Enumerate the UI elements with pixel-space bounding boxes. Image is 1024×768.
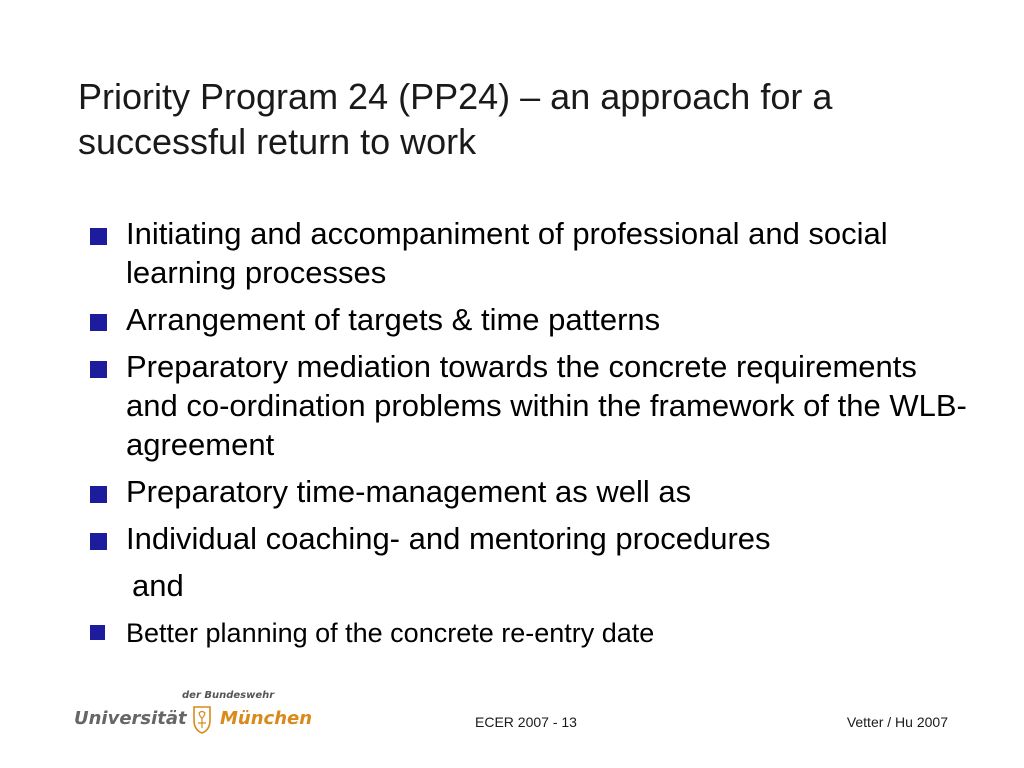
square-bullet-icon xyxy=(90,314,107,331)
logo-subtitle: der Bundeswehr xyxy=(182,690,275,701)
bullet-text: Arrangement of targets & time patterns xyxy=(126,302,661,337)
square-bullet-icon xyxy=(90,361,107,378)
square-bullet-icon xyxy=(90,625,105,640)
bullet-item xyxy=(88,214,968,292)
bullet-item xyxy=(88,519,968,558)
logo-universitaet: Universität xyxy=(74,708,187,729)
continuation-text: and xyxy=(132,568,184,603)
slide-title: Priority Program 24 (PP24) – an approach for a successful return to work xyxy=(78,76,833,162)
bullet-item xyxy=(88,300,968,339)
footer-slide-number: ECER 2007 - 13 xyxy=(475,714,577,730)
bullet-text: Individual coaching- and mentoring procedures xyxy=(126,521,771,556)
bullet-list xyxy=(88,214,968,659)
crest-icon xyxy=(190,704,214,734)
logo-muenchen: München xyxy=(220,708,313,729)
square-bullet-icon xyxy=(90,486,107,503)
bullet-text: Initiating and accompaniment of professional and social learning processes xyxy=(126,216,888,290)
footer-authors: Vetter / Hu 2007 xyxy=(846,714,948,730)
bullet-text: Better planning of the concrete re-entry date xyxy=(126,618,655,648)
university-logo xyxy=(74,690,324,746)
bullet-item xyxy=(88,472,968,511)
bullet-item xyxy=(88,347,968,464)
bullet-continuation xyxy=(88,566,968,605)
square-bullet-icon xyxy=(90,228,107,245)
bullet-item xyxy=(88,615,968,651)
bullet-text: Preparatory mediation towards the concrete requirements and co-ordination problems within the framework of the WLB-agreement xyxy=(126,349,967,462)
square-bullet-icon xyxy=(90,533,107,550)
bullet-text: Preparatory time-management as well as xyxy=(126,474,692,509)
